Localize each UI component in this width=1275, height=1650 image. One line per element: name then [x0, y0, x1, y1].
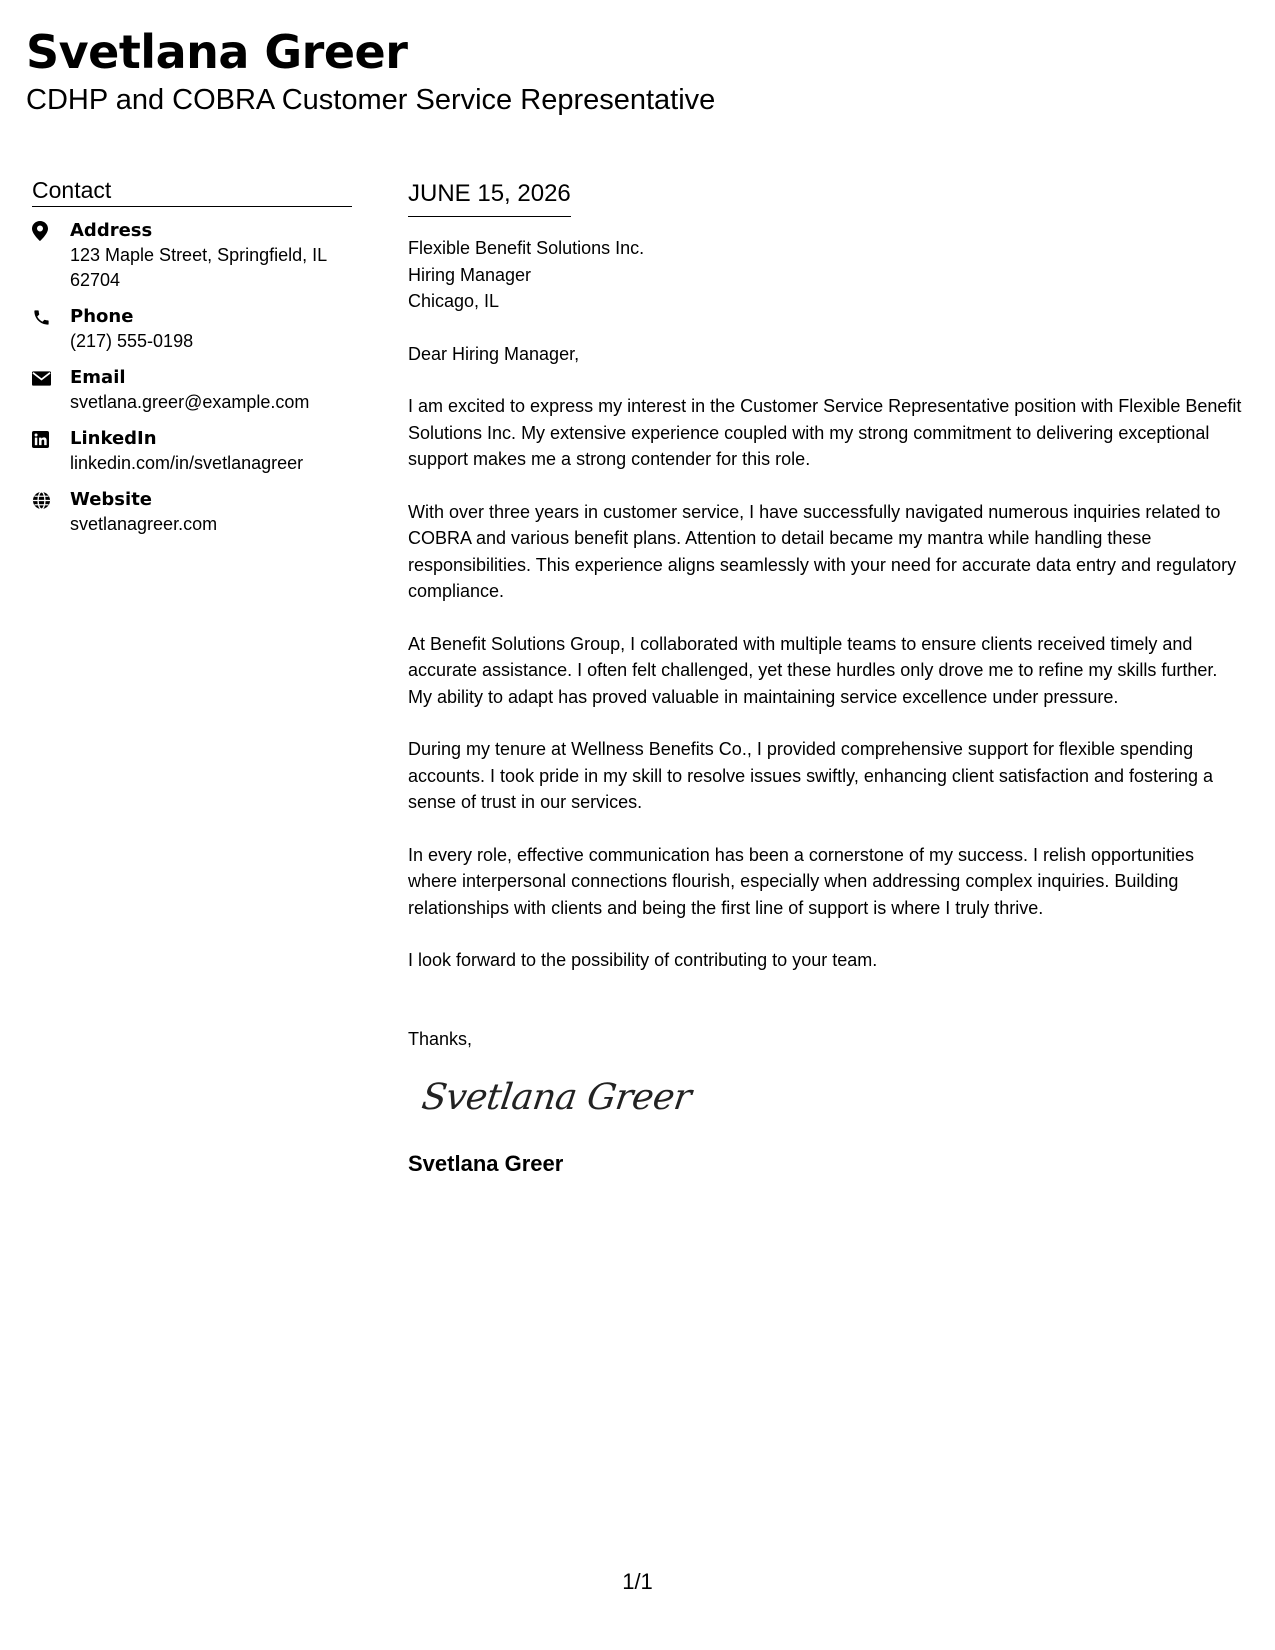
salutation: Dear Hiring Manager,: [408, 343, 580, 364]
recipient-location: Chicago, IL: [408, 291, 500, 311]
envelope-icon: [32, 366, 70, 390]
resume-header: [26, 22, 715, 118]
contact-label: Phone: [70, 306, 134, 327]
contact-item-phone: [32, 305, 352, 354]
contact-label: Website: [70, 489, 153, 510]
linkedin-icon: [32, 427, 70, 451]
contact-label: Address: [70, 220, 153, 241]
contact-sidebar: [32, 176, 352, 549]
letter-date: JUNE 15, 2026: [408, 178, 571, 217]
contact-label: Email: [70, 367, 126, 388]
globe-icon: [32, 488, 70, 512]
job-title: CDHP and COBRA Customer Service Representative: [26, 84, 716, 116]
contact-item-linkedin: [32, 427, 352, 476]
cover-letter-body: [408, 178, 1246, 1178]
closing: Thanks,: [408, 1028, 473, 1049]
phone-value[interactable]: (217) 555-0198: [70, 331, 194, 351]
website-value[interactable]: svetlanagreer.com: [70, 514, 218, 534]
body-paragraph: In every role, effective communication has been a cornerstone of my success. I relish opportunities where interpersonal connections flourish, especially when addressing complex inquiries. Building relationships with clients and being the first line of support is where I truly thrive.: [408, 844, 1195, 918]
address-value: 123 Maple Street, Springfield, IL 62704: [70, 245, 327, 290]
page-number: 1/1: [622, 1569, 653, 1594]
map-pin-icon: [32, 219, 70, 243]
contact-item-website: [32, 488, 352, 537]
recipient-title: Hiring Manager: [408, 264, 532, 285]
applicant-name: Svetlana Greer: [26, 25, 408, 79]
signed-name: Svetlana Greer: [408, 1151, 564, 1176]
phone-icon: [32, 305, 70, 329]
linkedin-value[interactable]: linkedin.com/in/svetlanagreer: [70, 453, 304, 473]
recipient-block: [408, 235, 1246, 315]
body-paragraph: With over three years in customer service, I have successfully navigated numerous inquiries related to COBRA and various benefit plans. Attention to detail became my mantra while handling these responsibilities. This experience aligns seamlessly with your need for accurate data entry and regulatory compliance.: [408, 501, 1237, 601]
contact-item-email: [32, 366, 352, 415]
body-paragraph: At Benefit Solutions Group, I collaborated with multiple teams to ensure clients received timely and accurate assistance. I often felt challenged, yet these hurdles only drove me to refine my skills further. My ability to adapt has proved valuable in maintaining service excellence under pressure.: [408, 633, 1218, 707]
contact-label: LinkedIn: [70, 428, 157, 449]
email-value[interactable]: svetlana.greer@example.com: [70, 392, 310, 412]
body-paragraph: I look forward to the possibility of contributing to your team.: [408, 950, 878, 970]
handwritten-signature: Svetlana Greer: [419, 1077, 694, 1118]
contact-heading: Contact: [32, 176, 352, 207]
body-paragraph: During my tenure at Wellness Benefits Co., I provided comprehensive support for flexible spending accounts. I took pride in my skill to resolve issues swiftly, enhancing client satisfaction and fostering a sense of trust in our services.: [408, 739, 1214, 812]
contact-item-address: [32, 219, 352, 293]
body-paragraph: I am excited to express my interest in the Customer Service Representative position with Flexible Benefit Solutions Inc. My extensive experience coupled with my strong commitment to delivering exceptional support makes me a strong contender for this role.: [408, 396, 1242, 469]
recipient-company: Flexible Benefit Solutions Inc.: [408, 238, 645, 258]
